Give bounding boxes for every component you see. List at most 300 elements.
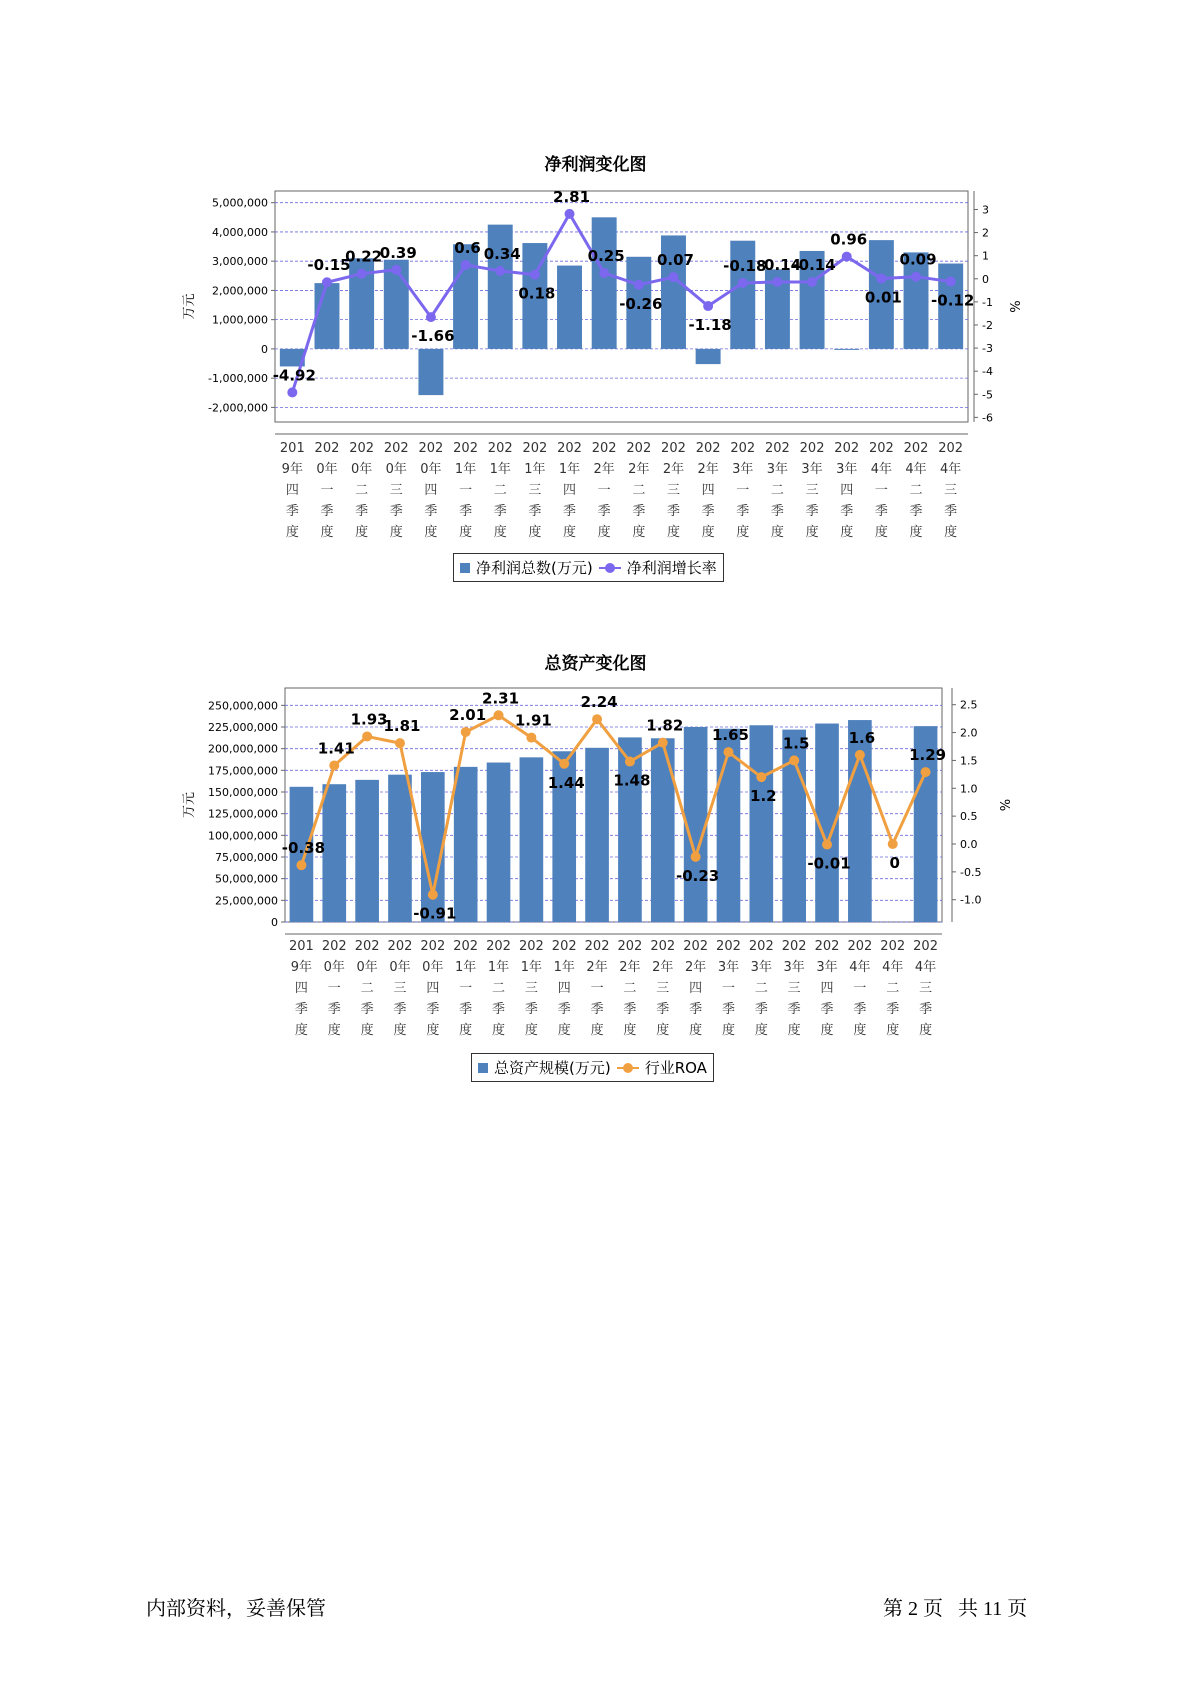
category-label: 二 bbox=[886, 981, 900, 996]
y-axis-title: 万元 bbox=[182, 791, 197, 819]
category-label: 202 bbox=[354, 939, 380, 954]
category-label: 202 bbox=[522, 441, 548, 456]
line-point bbox=[329, 760, 339, 770]
category-label: 202 bbox=[584, 939, 610, 954]
category-label: 度 bbox=[285, 525, 299, 540]
category-label: 202 bbox=[814, 939, 840, 954]
category-label: 度 bbox=[459, 525, 473, 540]
category-label: 202 bbox=[591, 441, 617, 456]
data-label: -0.18 bbox=[723, 256, 767, 275]
category-label: 1年 bbox=[558, 462, 581, 477]
category-label: 4年 bbox=[849, 960, 871, 975]
line-legend-swatch bbox=[617, 1063, 639, 1073]
category-label: 季 bbox=[393, 1002, 407, 1017]
category-label: 度 bbox=[393, 1023, 407, 1038]
line-point bbox=[559, 759, 569, 769]
category-label: 202 bbox=[383, 441, 409, 456]
category-label: 季 bbox=[459, 504, 473, 519]
data-label: 1.82 bbox=[646, 716, 684, 735]
category-label: 1年 bbox=[487, 960, 510, 975]
y2-axis-title: % bbox=[996, 798, 1011, 812]
chart-title-net-profit: 净利润变化图 bbox=[544, 155, 647, 175]
data-label: -1.66 bbox=[411, 327, 455, 346]
category-label: 度 bbox=[787, 1023, 801, 1038]
category-label: 季 bbox=[820, 1002, 834, 1017]
data-label: -0.91 bbox=[413, 904, 457, 923]
category-label: 4年 bbox=[882, 960, 904, 975]
category-label: 四 bbox=[701, 483, 715, 498]
line-point bbox=[428, 890, 438, 900]
line-point bbox=[395, 738, 405, 748]
data-label: 1.44 bbox=[547, 773, 585, 792]
category-label: 1年 bbox=[553, 960, 575, 975]
category-label: 季 bbox=[909, 504, 923, 519]
y2-tick-label: 0 bbox=[982, 272, 989, 286]
category-label: 季 bbox=[327, 1002, 341, 1017]
category-label: 202 bbox=[650, 939, 676, 954]
y-tick-label: 50,000,000 bbox=[215, 872, 278, 886]
y2-tick-label: -0.5 bbox=[960, 865, 982, 879]
category-label: 度 bbox=[623, 1023, 637, 1038]
category-label: 201 bbox=[279, 441, 305, 456]
category-label: 一 bbox=[590, 981, 604, 996]
legend-bar-label: 净利润总数(万元) bbox=[476, 559, 593, 577]
category-label: 季 bbox=[493, 504, 507, 519]
category-label: 4年 bbox=[914, 960, 937, 975]
bar bbox=[487, 763, 511, 922]
footer-confidential-note: 内部资料，妥善保管 bbox=[146, 1598, 326, 1620]
category-label: 202 bbox=[716, 939, 741, 954]
category-label: 一 bbox=[327, 981, 341, 996]
category-label: 3年 bbox=[836, 462, 858, 477]
data-label: -0.38 bbox=[281, 839, 326, 858]
category-label: 三 bbox=[944, 483, 958, 498]
data-label: -0.12 bbox=[931, 291, 975, 310]
category-label: 0年 bbox=[385, 462, 407, 477]
category-label: 四 bbox=[424, 483, 438, 498]
y-tick-label: 3,000,000 bbox=[212, 255, 268, 269]
category-label: 季 bbox=[721, 1002, 735, 1017]
category-label: 季 bbox=[656, 1002, 670, 1017]
category-label: 202 bbox=[551, 939, 577, 954]
category-label: 季 bbox=[424, 504, 438, 519]
bar-legend-swatch bbox=[478, 1063, 488, 1073]
category-label: 202 bbox=[913, 939, 938, 954]
data-label: 2.31 bbox=[482, 689, 520, 708]
category-label: 一 bbox=[320, 483, 334, 498]
category-label: 三 bbox=[393, 981, 407, 996]
category-label: 四 bbox=[426, 981, 440, 996]
category-label: 季 bbox=[563, 504, 577, 519]
y-tick-label: 200,000,000 bbox=[208, 742, 278, 756]
line-point bbox=[296, 860, 306, 870]
category-label: 202 bbox=[617, 939, 643, 954]
category-label: 0年 bbox=[420, 462, 442, 477]
category-label: 三 bbox=[524, 981, 538, 996]
category-label: 度 bbox=[355, 525, 369, 540]
category-label: 四 bbox=[820, 981, 834, 996]
category-label: 季 bbox=[919, 1002, 933, 1017]
y-tick-label: -1,000,000 bbox=[208, 372, 268, 386]
y-tick-label: -2,000,000 bbox=[208, 401, 268, 415]
data-label: 1.5 bbox=[782, 734, 810, 753]
category-label: 一 bbox=[874, 483, 888, 498]
category-label: 1年 bbox=[524, 462, 546, 477]
data-label: 2.24 bbox=[580, 693, 618, 712]
category-label: 4年 bbox=[905, 462, 927, 477]
line-point bbox=[789, 755, 799, 765]
category-label: 0年 bbox=[350, 462, 373, 477]
data-label: -4.92 bbox=[272, 366, 316, 385]
line-point bbox=[494, 710, 504, 720]
category-label: 0年 bbox=[422, 960, 444, 975]
data-label: 0.07 bbox=[656, 251, 694, 270]
category-label: 2年 bbox=[628, 462, 650, 477]
y-tick-label: 125,000,000 bbox=[208, 807, 278, 821]
category-label: 度 bbox=[666, 525, 680, 540]
data-label: 1.29 bbox=[909, 746, 947, 765]
y-tick-label: 2,000,000 bbox=[212, 284, 268, 298]
y-tick-label: 1,000,000 bbox=[212, 313, 268, 327]
data-label: -0.23 bbox=[676, 866, 720, 885]
category-label: 202 bbox=[847, 939, 873, 954]
category-label: 3年 bbox=[766, 462, 789, 477]
category-label: 二 bbox=[632, 483, 646, 498]
data-label: 0.6 bbox=[454, 238, 481, 257]
category-label: 度 bbox=[360, 1023, 374, 1038]
category-label: 度 bbox=[563, 525, 577, 540]
category-label: 度 bbox=[389, 525, 403, 540]
category-label: 202 bbox=[453, 939, 479, 954]
category-label: 度 bbox=[327, 1023, 341, 1038]
category-label: 季 bbox=[492, 1002, 506, 1017]
category-label: 季 bbox=[597, 504, 611, 519]
category-label: 2年 bbox=[619, 960, 641, 975]
category-label: 4年 bbox=[940, 462, 962, 477]
category-label: 202 bbox=[868, 441, 894, 456]
category-label: 三 bbox=[666, 483, 680, 498]
category-label: 3年 bbox=[801, 462, 823, 477]
category-label: 202 bbox=[453, 441, 478, 456]
category-label: 202 bbox=[314, 441, 340, 456]
line-point bbox=[855, 750, 865, 760]
total-assets-legend bbox=[471, 1053, 714, 1082]
line-point bbox=[526, 733, 536, 743]
category-label: 度 bbox=[590, 1023, 604, 1038]
category-label: 二 bbox=[492, 981, 506, 996]
category-label: 度 bbox=[320, 525, 334, 540]
category-label: 1年 bbox=[454, 462, 477, 477]
category-label: 3年 bbox=[732, 462, 754, 477]
category-label: 四 bbox=[557, 981, 571, 996]
category-label: 季 bbox=[360, 1002, 374, 1017]
category-label: 季 bbox=[632, 504, 646, 519]
category-label: 202 bbox=[420, 939, 446, 954]
y-tick-label: 225,000,000 bbox=[208, 721, 278, 734]
data-label: 0.01 bbox=[864, 288, 902, 307]
category-label: 度 bbox=[820, 1023, 834, 1038]
category-label: 四 bbox=[840, 483, 854, 498]
data-label: 1.6 bbox=[848, 728, 876, 747]
category-label: 度 bbox=[597, 525, 611, 540]
category-label: 三 bbox=[787, 981, 801, 996]
bar bbox=[520, 757, 544, 922]
category-label: 二 bbox=[909, 483, 923, 498]
legend-bar-label: 总资产规模(万元) bbox=[494, 1059, 611, 1077]
y2-tick-label: 2 bbox=[982, 226, 989, 240]
category-label: 度 bbox=[294, 1023, 308, 1038]
category-label: 0年 bbox=[323, 960, 345, 975]
category-label: 二 bbox=[360, 981, 374, 996]
line-point bbox=[921, 767, 931, 777]
category-label: 202 bbox=[387, 939, 413, 954]
category-label: 1年 bbox=[455, 960, 477, 975]
category-label: 度 bbox=[632, 525, 646, 540]
y-tick-label: 0 bbox=[271, 916, 278, 929]
category-label: 一 bbox=[853, 981, 867, 996]
category-label: 季 bbox=[426, 1002, 440, 1017]
category-label: 度 bbox=[736, 525, 750, 540]
chart-title-total-assets: 总资产变化图 bbox=[544, 654, 647, 674]
category-label: 202 bbox=[487, 441, 513, 456]
y2-tick-label: 1 bbox=[982, 249, 989, 263]
y-tick-label: 150,000,000 bbox=[208, 786, 278, 799]
line-point bbox=[888, 839, 898, 849]
y2-tick-label: 0.0 bbox=[960, 838, 978, 851]
bar bbox=[585, 748, 609, 922]
category-label: 四 bbox=[563, 483, 577, 498]
category-label: 三 bbox=[528, 483, 542, 498]
bar bbox=[355, 780, 379, 922]
category-label: 一 bbox=[597, 483, 611, 498]
category-label: 3年 bbox=[783, 960, 805, 975]
category-label: 二 bbox=[770, 483, 784, 498]
category-label: 季 bbox=[557, 1002, 571, 1017]
category-label: 度 bbox=[528, 525, 542, 540]
category-label: 季 bbox=[736, 504, 750, 519]
category-label: 度 bbox=[944, 525, 958, 540]
category-label: 2年 bbox=[697, 462, 719, 477]
y2-tick-label: -6 bbox=[982, 411, 993, 425]
category-label: 202 bbox=[683, 939, 709, 954]
y2-tick-label: -4 bbox=[982, 365, 993, 379]
category-label: 一 bbox=[459, 483, 473, 498]
category-label: 季 bbox=[886, 1002, 900, 1017]
category-label: 度 bbox=[754, 1023, 768, 1038]
category-label: 2年 bbox=[586, 960, 608, 975]
category-label: 度 bbox=[557, 1023, 571, 1038]
y-tick-label: 0 bbox=[261, 342, 268, 356]
category-label: 季 bbox=[528, 504, 542, 519]
y2-tick-label: 2.5 bbox=[960, 698, 978, 712]
category-label: 季 bbox=[320, 504, 334, 519]
category-label: 度 bbox=[493, 525, 507, 540]
category-label: 1年 bbox=[520, 960, 543, 975]
category-label: 202 bbox=[748, 939, 774, 954]
category-label: 9年 bbox=[290, 960, 313, 975]
y-tick-label: 25,000,000 bbox=[215, 894, 278, 908]
category-label: 2年 bbox=[652, 960, 674, 975]
category-label: 四 bbox=[294, 981, 308, 996]
category-label: 202 bbox=[486, 939, 511, 954]
data-label: 1.91 bbox=[514, 711, 552, 730]
y2-tick-label: 0.5 bbox=[960, 810, 978, 824]
y-tick-label: 5,000,000 bbox=[212, 196, 268, 210]
category-label: 度 bbox=[524, 1023, 538, 1038]
category-label: 一 bbox=[459, 981, 473, 996]
category-label: 202 bbox=[661, 441, 686, 456]
category-label: 202 bbox=[834, 441, 860, 456]
category-label: 季 bbox=[459, 1002, 473, 1017]
category-label: 度 bbox=[426, 1023, 440, 1038]
category-label: 202 bbox=[321, 939, 347, 954]
line-point bbox=[822, 840, 832, 850]
category-label: 度 bbox=[424, 525, 438, 540]
category-label: 季 bbox=[285, 504, 299, 519]
data-label: 0.09 bbox=[899, 250, 937, 269]
category-label: 201 bbox=[289, 939, 314, 954]
category-label: 度 bbox=[689, 1023, 703, 1038]
y-tick-label: 100,000,000 bbox=[208, 829, 278, 843]
category-label: 度 bbox=[909, 525, 923, 540]
data-label: -0.14 bbox=[792, 256, 836, 275]
data-label: -0.01 bbox=[807, 854, 851, 873]
category-label: 2年 bbox=[684, 960, 707, 975]
data-label: 0 bbox=[889, 854, 900, 872]
category-label: 度 bbox=[805, 525, 819, 540]
category-label: 季 bbox=[524, 1002, 538, 1017]
footer-page-number: 第 2 页 共 11 页 bbox=[883, 1598, 1028, 1620]
line-point bbox=[756, 772, 766, 782]
data-label: 0.22 bbox=[345, 247, 383, 266]
data-label: 0.39 bbox=[379, 243, 417, 262]
category-label: 2年 bbox=[593, 462, 615, 477]
category-label: 202 bbox=[518, 939, 544, 954]
category-label: 202 bbox=[880, 939, 906, 954]
category-label: 202 bbox=[626, 441, 652, 456]
data-label: 2.81 bbox=[553, 187, 591, 206]
category-label: 度 bbox=[853, 1023, 867, 1038]
bar bbox=[651, 738, 675, 922]
category-label: 202 bbox=[695, 441, 721, 456]
category-label: 二 bbox=[623, 981, 637, 996]
category-label: 202 bbox=[781, 939, 807, 954]
data-label: 0.18 bbox=[518, 284, 556, 303]
category-label: 季 bbox=[853, 1002, 867, 1017]
category-label: 3年 bbox=[717, 960, 740, 975]
line-point bbox=[625, 757, 635, 767]
category-label: 一 bbox=[721, 981, 735, 996]
data-label: 1.93 bbox=[350, 710, 388, 729]
category-label: 9年 bbox=[281, 462, 303, 477]
category-label: 202 bbox=[799, 441, 825, 456]
category-label: 季 bbox=[754, 1002, 768, 1017]
category-label: 202 bbox=[557, 441, 582, 456]
category-label: 3年 bbox=[816, 960, 838, 975]
bar bbox=[454, 767, 478, 922]
category-label: 季 bbox=[944, 504, 958, 519]
category-label: 202 bbox=[418, 441, 444, 456]
line-point bbox=[461, 727, 471, 737]
category-label: 3年 bbox=[750, 960, 772, 975]
category-label: 度 bbox=[770, 525, 784, 540]
category-label: 度 bbox=[459, 1023, 473, 1038]
category-label: 季 bbox=[701, 504, 715, 519]
category-label: 度 bbox=[840, 525, 854, 540]
y-tick-label: 250,000,000 bbox=[208, 699, 278, 713]
category-label: 季 bbox=[590, 1002, 604, 1017]
y-tick-label: 75,000,000 bbox=[215, 851, 278, 864]
line-point bbox=[362, 731, 372, 741]
data-label: 1.81 bbox=[383, 717, 421, 736]
category-label: 0年 bbox=[356, 960, 378, 975]
line-point bbox=[658, 738, 668, 748]
data-label: -0.26 bbox=[619, 294, 663, 313]
y2-tick-label: -5 bbox=[982, 388, 993, 402]
category-label: 202 bbox=[765, 441, 790, 456]
category-label: 季 bbox=[689, 1002, 703, 1017]
y2-tick-label: -1 bbox=[982, 295, 993, 309]
bar bbox=[388, 775, 412, 922]
data-label: 0.34 bbox=[483, 244, 521, 263]
category-label: 四 bbox=[689, 981, 703, 996]
category-label: 三 bbox=[656, 981, 670, 996]
category-label: 季 bbox=[623, 1002, 637, 1017]
category-label: 季 bbox=[389, 504, 403, 519]
category-label: 三 bbox=[389, 483, 403, 498]
y2-tick-label: -3 bbox=[982, 342, 993, 356]
category-label: 度 bbox=[492, 1023, 506, 1038]
data-label: 1.2 bbox=[750, 787, 777, 806]
category-label: 季 bbox=[294, 1002, 308, 1017]
category-label: 二 bbox=[493, 483, 507, 498]
category-label: 季 bbox=[355, 504, 369, 519]
category-label: 季 bbox=[874, 504, 888, 519]
data-label: 0.25 bbox=[587, 247, 625, 266]
category-label: 1年 bbox=[489, 462, 511, 477]
category-label: 季 bbox=[840, 504, 854, 519]
category-label: 四 bbox=[285, 483, 299, 498]
category-label: 度 bbox=[721, 1023, 735, 1038]
line-point bbox=[723, 747, 733, 757]
bar bbox=[749, 725, 773, 922]
category-label: 0年 bbox=[389, 960, 411, 975]
y2-tick-label: 1.0 bbox=[960, 782, 978, 796]
category-label: 季 bbox=[666, 504, 680, 519]
y2-tick-label: -1.0 bbox=[960, 893, 982, 907]
category-label: 202 bbox=[938, 441, 964, 456]
category-label: 季 bbox=[787, 1002, 801, 1017]
y2-tick-label: -2 bbox=[982, 318, 993, 332]
category-label: 季 bbox=[805, 504, 819, 519]
category-label: 季 bbox=[770, 504, 784, 519]
category-label: 二 bbox=[355, 483, 369, 498]
line-point bbox=[691, 852, 701, 862]
category-label: 202 bbox=[730, 441, 756, 456]
category-label: 度 bbox=[701, 525, 715, 540]
category-label: 度 bbox=[886, 1023, 900, 1038]
category-label: 一 bbox=[736, 483, 750, 498]
line-point bbox=[592, 714, 602, 724]
category-label: 三 bbox=[805, 483, 819, 498]
category-label: 二 bbox=[754, 981, 768, 996]
category-label: 202 bbox=[349, 441, 375, 456]
y2-tick-label: 3 bbox=[982, 203, 989, 217]
category-label: 4年 bbox=[870, 462, 893, 477]
data-label: -0.14 bbox=[757, 256, 802, 275]
data-label: -0.15 bbox=[307, 256, 351, 275]
y2-axis-title: % bbox=[1006, 300, 1021, 313]
